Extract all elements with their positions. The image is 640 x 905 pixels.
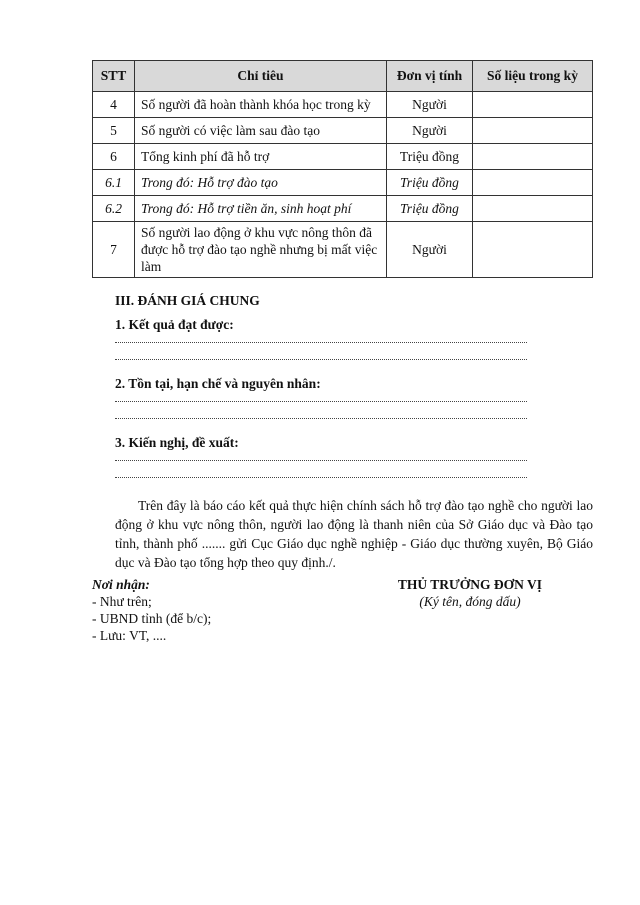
recipient-item: - Như trên; xyxy=(92,594,152,609)
row-unit: Triệu đồng xyxy=(387,144,473,170)
table-row xyxy=(93,92,593,118)
header-stt: STT xyxy=(93,61,135,92)
row-value xyxy=(473,92,593,118)
report-table xyxy=(92,60,593,278)
row-item: Trong đó: Hỗ trợ tiền ăn, sinh hoạt phí xyxy=(135,196,387,222)
row-item: Tổng kinh phí đã hỗ trợ xyxy=(135,144,387,170)
header-item: Chỉ tiêu xyxy=(135,61,387,92)
heading-limitations: 2. Tồn tại, hạn chế và nguyên nhân: xyxy=(115,376,321,391)
row-item: Số người đã hoàn thành khóa học trong kỳ xyxy=(135,92,387,118)
table-header-row xyxy=(93,61,593,92)
row-value xyxy=(473,170,593,196)
table-row xyxy=(93,222,593,278)
dotted-fill-line xyxy=(115,454,527,461)
recipient-item: - Lưu: VT, .... xyxy=(92,628,167,643)
row-unit: Người xyxy=(387,222,473,278)
row-stt: 6.1 xyxy=(93,170,135,196)
row-value xyxy=(473,118,593,144)
row-stt: 7 xyxy=(93,222,135,278)
table-row xyxy=(93,118,593,144)
dotted-fill-line xyxy=(115,336,527,343)
dotted-fill-line xyxy=(115,353,527,360)
table-row xyxy=(93,196,593,222)
row-unit: Người xyxy=(387,92,473,118)
closing-paragraph: Trên đây là báo cáo kết quả thực hiện chính sách hỗ trợ đào tạo nghề cho người lao động ở khu vực nông thôn, người lao động là thanh niên của Sở Giáo dục và Đào tạo tỉnh, thành phố ....... gửi Cục Giáo dục nghề nghiệp - Giáo dục thường xuyên, Bộ Giáo dục và Đào tạo tổng hợp theo quy định./. xyxy=(115,498,593,570)
table-row xyxy=(93,144,593,170)
signature-title: THỦ TRƯỞNG ĐƠN VỊ xyxy=(397,577,543,592)
dotted-fill-line xyxy=(115,395,527,402)
row-unit: Người xyxy=(387,118,473,144)
row-item: Số người lao động ở khu vực nông thôn đã được hỗ trợ đào tạo nghề nhưng bị mất việc làm xyxy=(135,222,387,278)
row-stt: 6.2 xyxy=(93,196,135,222)
row-unit: Triệu đồng xyxy=(387,196,473,222)
heading-proposals: 3. Kiến nghị, đề xuất: xyxy=(115,435,239,450)
recipients-title: Nơi nhận: xyxy=(92,577,150,592)
header-unit: Đơn vị tính xyxy=(387,61,473,92)
row-stt: 5 xyxy=(93,118,135,144)
row-stt: 4 xyxy=(93,92,135,118)
row-value xyxy=(473,144,593,170)
heading-results: 1. Kết quả đạt được: xyxy=(115,317,234,332)
signature-note: (Ký tên, đóng dấu) xyxy=(419,594,521,609)
dotted-fill-line xyxy=(115,412,527,419)
section-heading-general-assessment: III. ĐÁNH GIÁ CHUNG xyxy=(115,293,260,308)
row-item: Số người có việc làm sau đào tạo xyxy=(135,118,387,144)
row-stt: 6 xyxy=(93,144,135,170)
row-value xyxy=(473,196,593,222)
recipient-item: - UBND tỉnh (để b/c); xyxy=(92,611,212,626)
dotted-fill-line xyxy=(115,471,527,478)
row-value xyxy=(473,222,593,278)
row-unit: Triệu đồng xyxy=(387,170,473,196)
header-value: Số liệu trong kỳ xyxy=(473,61,593,92)
row-item: Trong đó: Hỗ trợ đào tạo xyxy=(135,170,387,196)
table-row xyxy=(93,170,593,196)
